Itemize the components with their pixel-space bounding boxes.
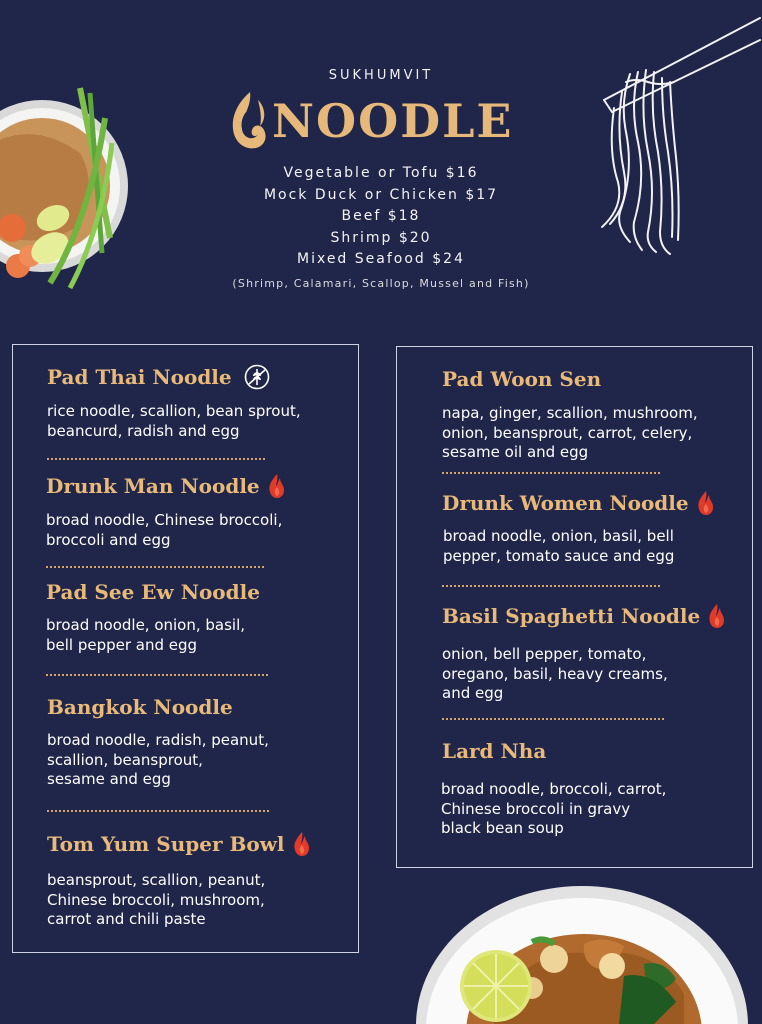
chili-flame-icon bbox=[268, 473, 286, 499]
seafood-note: (Shrimp, Calamari, Scallop, Mussel and Fish) bbox=[232, 276, 530, 290]
menu-title: NOODLE bbox=[272, 94, 514, 148]
divider bbox=[47, 810, 269, 812]
divider bbox=[46, 674, 268, 676]
chili-flame-icon bbox=[697, 490, 715, 516]
divider bbox=[47, 458, 265, 460]
menu-item-description: beansprout, scallion, peanut, Chinese broccoli, mushroom, carrot and chili paste bbox=[47, 871, 266, 928]
menu-item-title: Tom Yum Super Bowl bbox=[47, 831, 311, 857]
menu-item-description: broad noodle, onion, basil, bell pepper and egg bbox=[46, 616, 246, 654]
divider bbox=[442, 585, 660, 587]
menu-item-description: rice noodle, scallion, bean sprout, beancurd, radish and egg bbox=[47, 402, 301, 440]
menu-item-description: broad noodle, broccoli, carrot, Chinese broccoli in gravy black bean soup bbox=[441, 780, 667, 837]
menu-item-description: broad noodle, radish, peanut, scallion, beansprout, sesame and egg bbox=[47, 731, 269, 788]
price-mock-duck-chicken: Mock Duck or Chicken $17 bbox=[263, 186, 499, 203]
menu-item-title: Drunk Women Noodle bbox=[442, 490, 715, 516]
page-title bbox=[228, 88, 513, 154]
lard-nha-plate-image bbox=[414, 884, 762, 1024]
menu-item-title: Basil Spaghetti Noodle bbox=[442, 603, 726, 629]
menu-item-title: Bangkok Noodle bbox=[47, 695, 233, 719]
menu-item-title: Pad Woon Sen bbox=[442, 367, 602, 391]
vegan-wheat-icon bbox=[244, 364, 270, 390]
thai-flame-ornament-icon bbox=[228, 90, 268, 152]
menu-item-title: Drunk Man Noodle bbox=[46, 473, 286, 499]
price-beef: Beef $18 bbox=[341, 208, 421, 224]
price-vegetable-tofu: Vegetable or Tofu $16 bbox=[283, 165, 479, 181]
brand-name: SUKHUMVIT bbox=[328, 68, 434, 83]
price-list bbox=[0, 163, 762, 294]
menu-item-title: Lard Nha bbox=[442, 739, 547, 763]
menu-item-description: napa, ginger, scallion, mushroom, onion, beansprout, carrot, celery, sesame oil and egg bbox=[442, 404, 698, 461]
price-mixed-seafood: Mixed Seafood $24 bbox=[297, 251, 465, 267]
divider bbox=[46, 566, 264, 568]
divider bbox=[442, 472, 660, 474]
menu-item-description: onion, bell pepper, tomato, oregano, basil, heavy creams, and egg bbox=[442, 645, 668, 702]
price-shrimp: Shrimp $20 bbox=[330, 229, 432, 246]
chili-flame-icon bbox=[293, 831, 311, 857]
divider bbox=[442, 718, 664, 720]
menu-item-description: broad noodle, Chinese broccoli, broccoli and egg bbox=[46, 511, 283, 549]
chili-flame-icon bbox=[708, 603, 726, 629]
menu-item-title: Pad See Ew Noodle bbox=[46, 580, 260, 604]
menu-item-description: broad noodle, onion, basil, bell pepper, tomato sauce and egg bbox=[443, 527, 675, 565]
menu-item-title: Pad Thai Noodle bbox=[47, 364, 270, 390]
